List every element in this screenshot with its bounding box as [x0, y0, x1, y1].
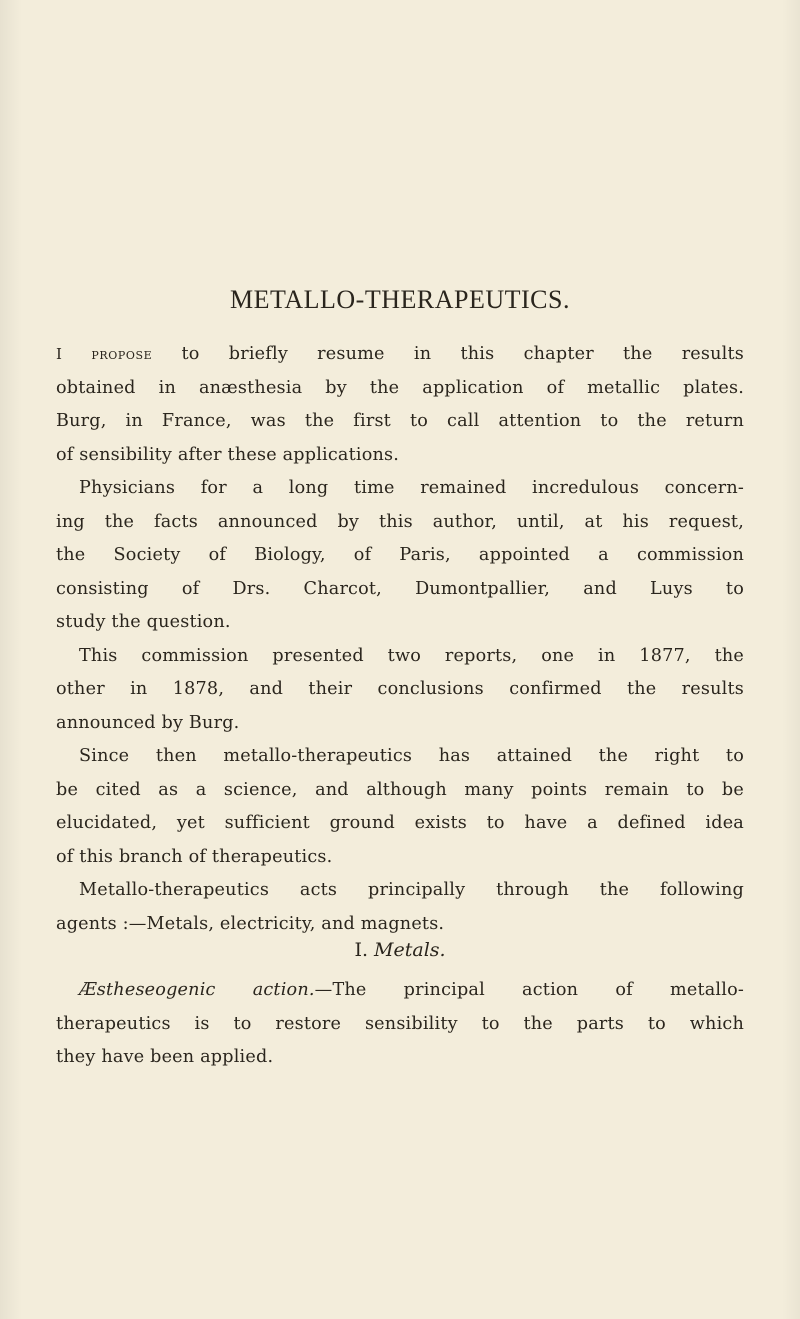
- paragraph-3-line-1: This commission presented two reports, one in 1877, the: [79, 645, 744, 666]
- paragraph-1-line-2: obtained in anæsthesia by the application of metallic plates.: [56, 377, 744, 398]
- paragraph-2-line-1: Physicians for a long time remained incredulous concern-: [79, 478, 744, 498]
- section-heading: [0, 935, 800, 965]
- paragraph-2-line-3: the Society of Biology, of Paris, appointed a commission: [56, 545, 744, 565]
- section-title: Metals.: [374, 939, 446, 961]
- paragraph-3-line-2: other in 1878, and their conclusions confirmed the results: [56, 679, 744, 699]
- paragraph-1-line-4: of sensibility after these applications.: [56, 444, 400, 465]
- paragraph-5-line-1: Metallo-therapeutics acts principally through the following: [79, 880, 744, 900]
- paragraph-6-line-2: therapeutics is to restore sensibility to the parts to which: [56, 1013, 744, 1034]
- paragraph-1-line-3: Burg, in France, was the first to call attention to the return: [56, 411, 744, 431]
- paragraph-2-line-5: study the question.: [56, 612, 231, 632]
- paragraph-4-line-1: Since then metallo-therapeutics has attained the right to: [79, 746, 744, 766]
- paragraph-1-line-1: [56, 338, 744, 372]
- paragraph-4-line-3: elucidated, yet sufficient ground exists to have a defined idea: [56, 813, 744, 833]
- paragraph-1-line-1-text: to briefly resume in this chapter the results: [152, 344, 744, 364]
- text-block-main: [56, 338, 744, 941]
- paragraph-4-line-4: of this branch of therapeutics.: [56, 846, 333, 867]
- paragraph-6-line-3: they have been applied.: [56, 1047, 274, 1067]
- section-number: I.: [354, 939, 368, 961]
- paragraph-2-line-2: ing the facts announced by this author, until, at his request,: [56, 511, 744, 532]
- paragraph-6-line-1-text: —The principal action of metallo-: [314, 980, 745, 1000]
- paragraph-6-lead: Æstheseogenic action.: [79, 980, 315, 1000]
- text-block-metals: [56, 974, 744, 1075]
- paragraph-2-line-4: consisting of Drs. Charcot, Dumontpallier, and Luys to: [56, 578, 744, 599]
- chapter-title: METALLO-THERAPEUTICS.: [230, 285, 570, 314]
- paragraph-5-line-2: agents :—Metals, electricity, and magnets.: [56, 913, 445, 934]
- paragraph-1-lead: I propose: [56, 345, 153, 363]
- paragraph-6-line-1: [56, 974, 744, 1008]
- paragraph-4-line-2: be cited as a science, and although many points remain to be: [56, 779, 744, 800]
- paragraph-3-line-3: announced by Burg.: [56, 712, 240, 733]
